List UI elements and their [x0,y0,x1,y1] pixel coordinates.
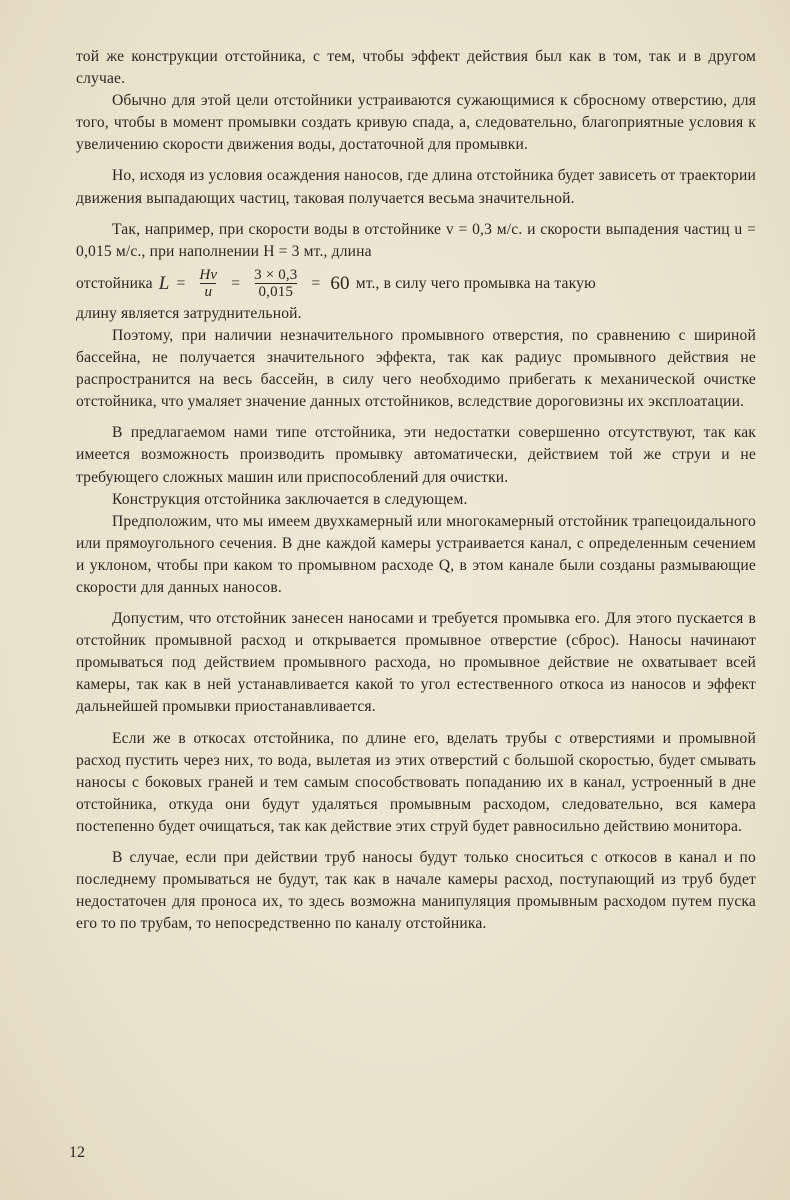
paragraph-10: Допустим, что отстойник занесен наносами и требуется промывка его. Для этого пускается в отстойник промывной расход и открывается промывное отверстие (сброс). Наносы начинают промываться под действием промывного расхода, но промывное действие не охватывает всей камеры, так как в ней устанавливается какой то угол естественного откоса из наносов и эффект дальнейшей промывки приостанавливается. [76,610,756,716]
paragraph-3: Но, исходя из условия осаждения наносов, где длина отстойника будет зависеть от траектории движения выпадающих частиц, таковая получается весьма значительной. [76,167,756,207]
formula-lead: отстойника [76,274,153,292]
fraction-1-denominator: u [200,283,216,300]
fraction-2-denominator: 0,015 [255,283,298,300]
paragraph-9: Предположим, что мы имеем двухкамерный или многокамерный отстойник трапецоидального или прямоугольного сечения. В дне каждой камеры устраивается канал, с определенным сечением и уклоном, чтобы при каком то промывном расходе Q, в этом канале были созданы размывающие скорости для данных наносов. [76,512,756,596]
paragraph-12: В случае, если при действии труб наносы будут только сноситься с откосов в канал и по последнему промываться не будут, так как в начале камеры расход, поступающий из труб будет недостаточен для проноса их, то здесь возможна манипуляция промывным расходом путем пуска его то по трубам, то непосредственно по каналу отстойника. [76,849,756,933]
page-number: 12 [69,1144,85,1161]
paragraph-11: Если же в откосах отстойника, по длине его, вделать трубы с отверстиями и промывной расход пустить через них, то вода, вылетая из этих отверстий с большой скоростью, будет смывать наносы с боковых граней и тем самым способствовать попаданию их в канал, устроенный в дне отстойника, откуда они будут удаляться промывным расходом, следовательно, вся камера постепенно будет очищаться, так как действие этих струй будет равносильно действию монитора. [76,729,756,835]
body-text [76,46,756,935]
paragraph-1: той же конструкции отстойника, с тем, чтобы эффект действия был как в том, так и в другом случае. [76,48,756,88]
paragraph-2: Обычно для этой цели отстойники устраиваются сужающимися к сбросному отверстию, для того, чтобы в момент промывки создать кривую спада, а, следовательно, благоприятные условия к увеличению скорости движения воды, достаточной для промывки. [76,92,756,154]
formula-line: отстойника L = $\frac{Hv}{u}$ = $\frac{3 \times 0,3}{0,015}$ = 60 мт., в силу чего промывка на такую [76,266,596,300]
fraction-2-numerator: 3 × 0,3 [254,266,298,283]
formula-fraction-2 [250,268,301,300]
paragraph-8: Конструкция отстойника заключается в следующем. [112,490,468,508]
fraction-1-numerator: Hv [199,266,218,283]
paragraph-4: Так, например, при скорости воды в отстойнике v = 0,3 м/с. и скорости выпадения частиц u = 0,015 м/с., при наполнении H = 3 мт., длина [76,220,756,260]
formula-fraction-1 [195,268,221,300]
formula-result: 60 [330,272,350,294]
paragraph-7: В предлагаемом нами типе отстойника, эти недостатки совершенно отсутствуют, так как имеется возможность производить промывку автоматически, действием той же струи и не требующего сложных машин или приспособлений для очистки. [76,424,756,486]
paragraph-5: длину является затруднительной. [76,304,302,322]
formula-symbol: L [158,272,170,294]
paragraph-6: Поэтому, при наличии незначительного промывного отверстия, по сравнению с шириной бассейна, не получается значительного эффекта, так как радиус промывного действия не распространится на весь бассейн, в силу чего необходимо прибегать к механической очистке отстойника, что умаляет значение данных отстойников, вследствие дороговизны их эксплоатации. [76,326,756,411]
formula-tail: мт., в силу чего промывка на такую [355,274,596,292]
